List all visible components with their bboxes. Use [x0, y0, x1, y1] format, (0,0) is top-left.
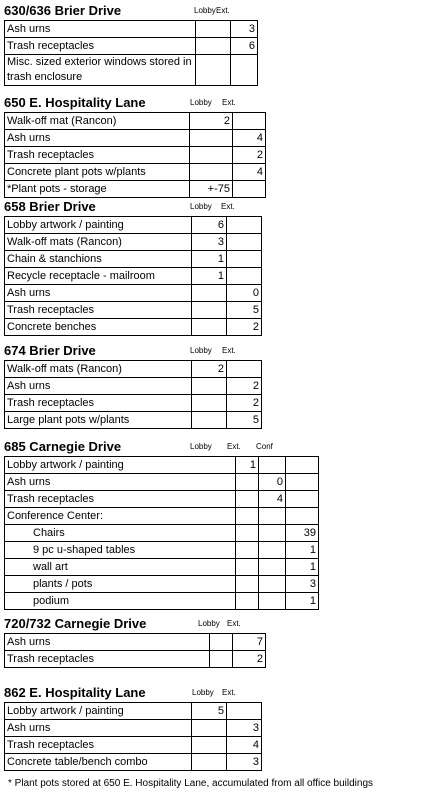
row-label: Trash receptacles	[5, 737, 192, 754]
cell-ext	[227, 703, 262, 720]
cell-lobby	[190, 164, 233, 181]
cell-ext: 4	[259, 491, 286, 508]
cell-ext: 2	[227, 378, 262, 395]
cell-lobby: 1	[236, 457, 259, 474]
cell-ext	[231, 55, 258, 86]
cell-lobby	[236, 508, 259, 525]
row-label: Ash urns	[5, 474, 236, 491]
row-label: Lobby artwork / painting	[5, 457, 236, 474]
row-label: *Plant pots - storage	[5, 181, 190, 198]
cell-ext	[259, 457, 286, 474]
cell-ext: 4	[233, 130, 266, 147]
cell-lobby: +-75	[190, 181, 233, 198]
table-row	[5, 130, 266, 147]
section-title: 862 E. Hospitality Lane	[4, 685, 146, 700]
row-label: Trash receptacles	[5, 651, 210, 668]
cell-lobby	[210, 651, 233, 668]
inventory-table	[4, 360, 262, 429]
cell-ext: 4	[227, 737, 262, 754]
section-685-carnegie-drive	[4, 440, 319, 610]
cell-ext: 3	[231, 21, 258, 38]
section-title: 720/732 Carnegie Drive	[4, 616, 147, 631]
row-label: Chain & stanchions	[5, 251, 192, 268]
cell-ext	[259, 542, 286, 559]
cell-conf	[286, 457, 319, 474]
row-label: 9 pc u-shaped tables	[5, 542, 236, 559]
cell-ext: 3	[227, 754, 262, 771]
table-row	[5, 164, 266, 181]
cell-ext: 7	[233, 634, 266, 651]
table-row	[5, 651, 266, 668]
row-label: Ash urns	[5, 21, 196, 38]
row-label: Walk-off mats (Rancon)	[5, 361, 192, 378]
table-row	[5, 217, 262, 234]
section-title: 650 E. Hospitality Lane	[4, 95, 146, 110]
cell-ext: 2	[233, 147, 266, 164]
cell-lobby	[192, 319, 227, 336]
cell-ext	[259, 593, 286, 610]
row-label: Lobby artwork / painting	[5, 703, 192, 720]
inventory-table	[4, 702, 262, 771]
column-header-lobby: Lobby	[198, 619, 220, 628]
cell-ext	[259, 576, 286, 593]
table-row	[5, 21, 258, 38]
row-label: Ash urns	[5, 720, 192, 737]
table-row	[5, 508, 319, 525]
table-row	[5, 576, 319, 593]
row-label: podium	[5, 593, 236, 610]
table-row	[5, 234, 262, 251]
cell-ext: 2	[227, 319, 262, 336]
cell-ext: 2	[227, 395, 262, 412]
cell-lobby	[192, 412, 227, 429]
row-label: Large plant pots w/plants	[5, 412, 192, 429]
table-row	[5, 319, 262, 336]
cell-lobby: 6	[192, 217, 227, 234]
cell-lobby	[236, 525, 259, 542]
row-label: plants / pots	[5, 576, 236, 593]
row-label: Trash receptacles	[5, 147, 190, 164]
cell-ext	[259, 559, 286, 576]
cell-ext	[233, 181, 266, 198]
row-label: wall art	[5, 559, 236, 576]
cell-ext: 5	[227, 302, 262, 319]
column-header-lobby: Lobby	[190, 98, 212, 107]
column-header-ext: Ext.	[222, 688, 236, 697]
table-row	[5, 737, 262, 754]
cell-conf	[286, 474, 319, 491]
cell-lobby	[192, 285, 227, 302]
cell-lobby	[236, 559, 259, 576]
cell-lobby	[236, 576, 259, 593]
cell-ext: 0	[259, 474, 286, 491]
table-row	[5, 302, 262, 319]
cell-ext	[233, 113, 266, 130]
column-header-ext: Ext.	[227, 619, 241, 628]
table-row	[5, 559, 319, 576]
section-title: 658 Brier Drive	[4, 199, 96, 214]
table-row	[5, 412, 262, 429]
section-674-brier-drive	[4, 344, 262, 429]
cell-ext	[259, 525, 286, 542]
table-row	[5, 181, 266, 198]
table-row	[5, 754, 262, 771]
cell-ext: 6	[231, 38, 258, 55]
section-title: 674 Brier Drive	[4, 343, 96, 358]
table-row	[5, 525, 319, 542]
inventory-table	[4, 112, 266, 198]
column-header-ext: Ext.	[227, 442, 241, 451]
cell-ext	[227, 268, 262, 285]
section-720-732-carnegie-drive	[4, 617, 266, 668]
cell-lobby	[196, 21, 231, 38]
cell-lobby	[210, 634, 233, 651]
cell-lobby	[236, 474, 259, 491]
row-label: Lobby artwork / painting	[5, 217, 192, 234]
row-label: Ash urns	[5, 378, 192, 395]
cell-lobby: 1	[192, 268, 227, 285]
cell-lobby	[192, 378, 227, 395]
table-row	[5, 395, 262, 412]
table-row	[5, 703, 262, 720]
cell-ext: 4	[233, 164, 266, 181]
table-row	[5, 268, 262, 285]
cell-conf	[286, 508, 319, 525]
cell-ext	[227, 234, 262, 251]
section-658-brier-drive	[4, 200, 262, 336]
cell-lobby	[190, 147, 233, 164]
cell-ext	[227, 217, 262, 234]
inventory-table	[4, 633, 266, 668]
table-row	[5, 378, 262, 395]
cell-conf: 1	[286, 542, 319, 559]
cell-ext: 3	[227, 720, 262, 737]
cell-lobby	[192, 737, 227, 754]
row-label: Walk-off mat (Rancon)	[5, 113, 190, 130]
cell-conf: 3	[286, 576, 319, 593]
cell-lobby	[236, 491, 259, 508]
column-header-ext: Ext.	[221, 202, 235, 211]
row-label: Misc. sized exterior windows stored in trash enclosure	[5, 55, 196, 86]
column-header-ext: Ext.	[222, 346, 236, 355]
table-row	[5, 720, 262, 737]
row-label: Trash receptacles	[5, 302, 192, 319]
cell-lobby: 2	[190, 113, 233, 130]
row-label: Concrete benches	[5, 319, 192, 336]
column-header-lobby: Lobby	[192, 688, 214, 697]
table-row	[5, 113, 266, 130]
section-650-e-hospitality-lane	[4, 96, 266, 198]
table-row	[5, 593, 319, 610]
inventory-table	[4, 456, 319, 610]
section-title: 685 Carnegie Drive	[4, 439, 122, 454]
cell-ext: 0	[227, 285, 262, 302]
section-630-636-brier-drive	[4, 4, 258, 86]
column-header-lobby: Lobby	[190, 346, 212, 355]
row-label: Recycle receptacle - mailroom	[5, 268, 192, 285]
cell-ext	[227, 251, 262, 268]
cell-lobby: 2	[192, 361, 227, 378]
table-row	[5, 542, 319, 559]
inventory-table	[4, 20, 258, 86]
column-header-ext: Ext.	[222, 98, 236, 107]
row-label: Walk-off mats (Rancon)	[5, 234, 192, 251]
row-label: Trash receptacles	[5, 395, 192, 412]
row-label: Chairs	[5, 525, 236, 542]
table-row	[5, 361, 262, 378]
cell-conf: 1	[286, 559, 319, 576]
cell-lobby	[192, 754, 227, 771]
table-row	[5, 634, 266, 651]
column-header-conf: Conf	[256, 442, 273, 451]
cell-lobby	[236, 542, 259, 559]
cell-lobby: 1	[192, 251, 227, 268]
cell-conf: 1	[286, 593, 319, 610]
row-label: Concrete plant pots w/plants	[5, 164, 190, 181]
cell-ext: 5	[227, 412, 262, 429]
cell-lobby: 3	[192, 234, 227, 251]
cell-lobby	[192, 720, 227, 737]
cell-lobby	[196, 38, 231, 55]
section-862-e-hospitality-lane	[4, 686, 262, 771]
cell-lobby	[192, 395, 227, 412]
row-label: Conference Center:	[5, 508, 236, 525]
section-title: 630/636 Brier Drive	[4, 3, 122, 18]
inventory-table	[4, 216, 262, 336]
cell-conf	[286, 491, 319, 508]
row-label: Trash receptacles	[5, 491, 236, 508]
row-label: Trash receptacles	[5, 38, 196, 55]
cell-lobby	[192, 302, 227, 319]
row-label: Ash urns	[5, 285, 192, 302]
column-header-ext: Ext.	[216, 6, 230, 15]
cell-lobby	[196, 55, 231, 86]
table-row	[5, 474, 319, 491]
table-row	[5, 251, 262, 268]
cell-ext: 2	[233, 651, 266, 668]
cell-ext	[227, 361, 262, 378]
cell-lobby: 5	[192, 703, 227, 720]
column-header-lobby: Lobby	[194, 6, 216, 15]
row-label: Ash urns	[5, 130, 190, 147]
row-label: Ash urns	[5, 634, 210, 651]
table-row	[5, 147, 266, 164]
column-header-lobby: Lobby	[190, 202, 212, 211]
footnote: * Plant pots stored at 650 E. Hospitality Lane, accumulated from all office buildings	[8, 778, 374, 789]
cell-ext	[259, 508, 286, 525]
row-label: Concrete table/bench combo	[5, 754, 192, 771]
table-row	[5, 55, 258, 86]
table-row	[5, 285, 262, 302]
table-row	[5, 457, 319, 474]
cell-lobby	[236, 593, 259, 610]
table-row	[5, 491, 319, 508]
cell-lobby	[190, 130, 233, 147]
column-header-lobby: Lobby	[190, 442, 212, 451]
cell-conf: 39	[286, 525, 319, 542]
table-row	[5, 38, 258, 55]
